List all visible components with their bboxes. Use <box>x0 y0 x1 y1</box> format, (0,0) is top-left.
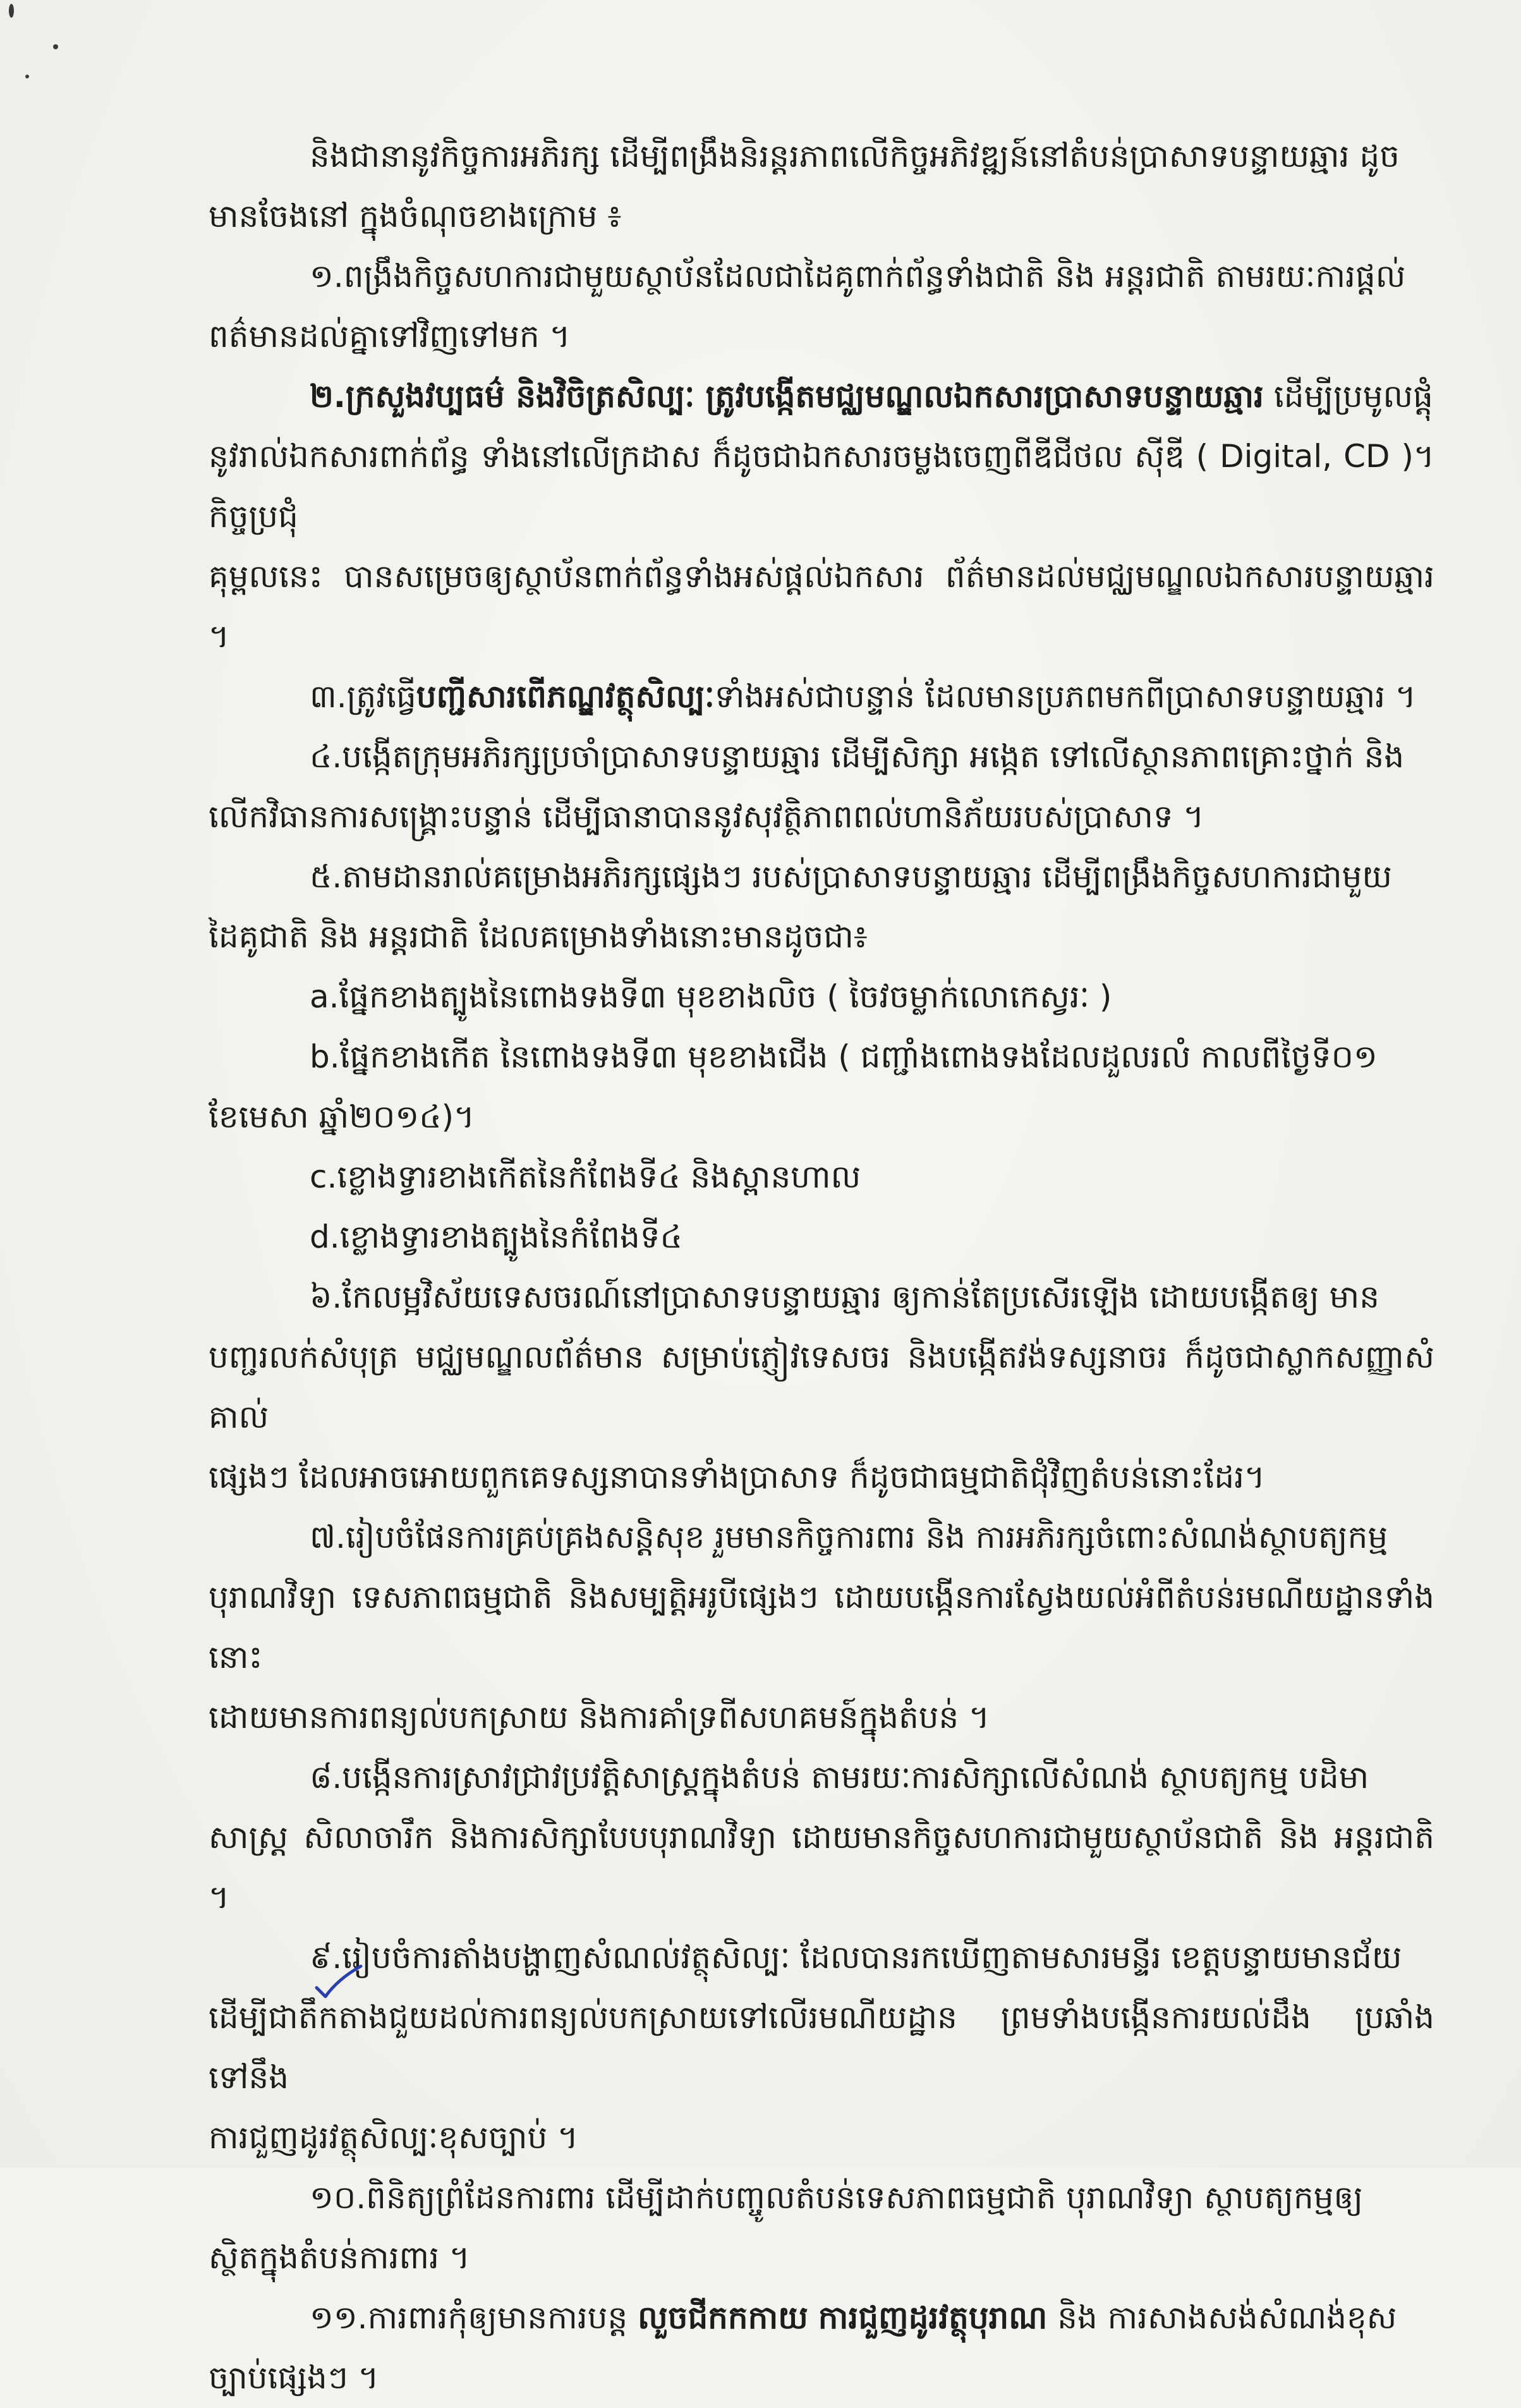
bold-phrase: បញ្ជីសារពើភណ្ឌវត្ថុសិល្បៈ <box>416 678 715 715</box>
text-line: ខែមេសា ឆ្នាំ២០១៤)។ <box>209 1098 475 1135</box>
text-line: ច្បាប់ផ្សេងៗ ។ <box>209 2359 379 2396</box>
text-line: ៥.តាមដានរាល់គម្រោងអភិរក្សផ្សេងៗ របស់ប្រាសាទបន្ទាយឆ្មារ ដើម្បីពង្រឹងកិច្ចសហការជាមួយ <box>310 858 1392 895</box>
item-1 <box>209 246 1434 367</box>
text-line: ៦.កែលម្អវិស័យទេសចរណ៍នៅប្រាសាទបន្ទាយឆ្មារ ឲ្យកាន់តែប្រសើរឡើង ដោយបង្កើតឲ្យ មាន <box>310 1279 1379 1315</box>
text-line: មានចែងនៅ ក្នុងចំណុចខាងក្រោម ៖ <box>209 198 622 234</box>
text-segment: ៣.ត្រូវធ្វើ <box>310 678 416 715</box>
item-2 <box>209 367 1434 667</box>
item-6 <box>209 1267 1434 1507</box>
item-3 <box>209 667 1434 727</box>
text-line: ៩.រៀបចំការតាំងបង្ហាញសំណល់វត្ថុសិល្បៈ ដែលបានរកឃើញតាមសារមន្ទីរ ខេត្តបន្ទាយមានជ័យ <box>310 1939 1402 1976</box>
item-5b <box>209 1027 1434 1147</box>
text-line: ការជួញដូរវត្ថុសិល្បៈខុសច្បាប់ ។ <box>209 2119 579 2156</box>
text-segment: និង ការសាងសង់សំណង់ខុស <box>1047 2299 1397 2336</box>
text-line: c.ខ្លោងទ្វារខាងកើតនៃកំពែងទី៤ និងស្ពានហាល <box>310 1158 861 1195</box>
scan-speck <box>25 75 29 78</box>
text-segment: ទាំងអស់ជាបន្ទាន់ ដែលមានប្រភពមកពីប្រាសាទបន្ទាយឆ្មារ ។ <box>714 678 1416 715</box>
item-5 <box>209 847 1434 967</box>
bold-phrase: លួចជីកកកាយ <box>638 2299 808 2336</box>
text-line: បញ្ជរលក់សំបុត្រ មជ្ឈមណ្ឌលព័ត៌មាន សម្រាប់ភ្ញៀវទេសចរ និងបង្កើតវង់ទស្សនាចរ ក៏ដូចជាស្លាកសញ្ញាសំគាល់ <box>209 1339 1434 1435</box>
text-line: ស្ថិតក្នុងតំបន់ការពារ ។ <box>209 2239 470 2276</box>
item-8 <box>209 1748 1434 1928</box>
text-segment: ១១.ការពារកុំឲ្យមានការបន្ត <box>310 2299 638 2336</box>
text-line: ផ្សេងៗ ដែលអាចអោយពួកគេទស្សនាបានទាំងប្រាសាទ ក៏ដូចជាធម្មជាតិជុំវិញតំបន់នោះដែរ។ <box>209 1459 1265 1495</box>
text-line: ៤.បង្កើតក្រុមអភិរក្សប្រចាំប្រាសាទបន្ទាយឆ្មារ ដើម្បីសិក្សា អង្កេត ទៅលើស្ថានភាពគ្រោះថ្នាក់ និង <box>310 738 1405 775</box>
text-line: ១០.ពិនិត្យព្រំដែនការពារ ដើម្បីដាក់បញ្ចូលតំបន់ទេសភាពធម្មជាតិ បុរាណវិទ្យា ស្ថាបត្យកម្មឲ្យ <box>310 2179 1364 2216</box>
scan-speck <box>9 4 14 18</box>
intro-paragraph <box>209 126 1434 246</box>
text-line: នូវរាល់ឯកសារពាក់ព័ន្ធ ទាំងនៅលើក្រដាស ក៏ដូចជាឯកសារចម្លងចេញពីឌីជីថល ស៊ីឌី ( Digital, CD )។ កិច្ចប្រជុំ <box>209 438 1434 535</box>
bold-phrase: ២.ក្រសួងវប្បធម៌ និងវិចិត្រសិល្បៈ ត្រូវបង្កើតមជ្ឈមណ្ឌលឯកសារប្រាសាទបន្ទាយឆ្មារ <box>310 378 1264 415</box>
check-mark-icon <box>313 1962 363 2000</box>
item-5c <box>209 1147 1434 1207</box>
text-line: ៧.រៀបចំផែនការគ្រប់គ្រងសន្តិសុខ រួមមានកិច្ចការពារ និង ការអភិរក្សចំពោះសំណង់ស្ថាបត្យកម្ម <box>310 1519 1388 1555</box>
text-line: ដោយមានការពន្យល់បកស្រាយ និងការគាំទ្រពីសហគមន៍ក្នុងតំបន់ ។ <box>209 1699 990 1736</box>
text-line: b.ផ្នែកខាងកើត នៃពោងទងទី៣ មុខខាងជើង ( ជញ្ជាំងពោងទងដែលដួលរលំ កាលពីថ្ងៃទី០១ <box>310 1038 1378 1075</box>
item-5d <box>209 1207 1434 1267</box>
text-line: សាស្ត្រ សិលាចារឹក និងការសិក្សាបែបបុរាណវិទ្យា ដោយមានកិច្ចសហការជាមួយស្ថាប័នជាតិ និង អន្តរជាតិ ។ <box>209 1819 1434 1916</box>
text-line: បុរាណវិទ្យា ទេសភាពធម្មជាតិ និងសម្បត្តិអរូបីផ្សេងៗ ដោយបង្កើនការស្វែងយល់អំពីតំបន់រមណីយដ្ឋានទាំងនោះ <box>209 1579 1434 1675</box>
item-4 <box>209 727 1434 847</box>
text-line: ១.ពង្រឹងកិច្ចសហការជាមួយស្ថាប័នដែលជាដៃគូពាក់ព័ន្ធទាំងជាតិ និង អន្តរជាតិ តាមរយៈការផ្តល់ <box>310 258 1406 295</box>
text-line: គុម្ពលនេះ បានសម្រេចឲ្យស្ថាប័នពាក់ព័ន្ធទាំងអស់ផ្តល់ឯកសារ ព័ត៌មានដល់មជ្ឈមណ្ឌលឯកសារបន្ទាយឆ្មារ ។ <box>209 558 1434 655</box>
text-line: a.ផ្នែកខាងត្បូងនៃពោងទងទី៣ មុខខាងលិច ( ចៃវចម្លាក់លោកេស្វរៈ ) <box>310 978 1112 1015</box>
text-line: និងជានានូវកិច្ចការអភិរក្ស ដើម្បីពង្រឹងនិរន្តរភាពលើកិច្ចអភិវឌ្ឍន៍នៅតំបន់ប្រាសាទបន្ទាយឆ្មារ ដូច <box>310 138 1400 174</box>
item-9 <box>209 1928 1434 2168</box>
item-11 <box>209 2288 1434 2408</box>
text-segment <box>808 2299 818 2336</box>
text-line: ដៃគូជាតិ និង អន្តរជាតិ ដែលគម្រោងទាំងនោះមានដូចជា៖ <box>209 918 868 955</box>
text-line: ៨.បង្កើនការស្រាវជ្រាវប្រវត្តិសាស្ត្រក្នុងតំបន់ តាមរយៈការសិក្សាលើសំណង់ ស្ថាបត្យកម្ម បដិមា <box>310 1759 1369 1796</box>
item-7 <box>209 1507 1434 1748</box>
scan-speck <box>53 44 58 49</box>
text-line: d.ខ្លោងទ្វារខាងត្បូងនៃកំពែងទី៤ <box>310 1219 682 1255</box>
text-line: ដើម្បីជាតឹកតាងជួយដល់ការពន្យល់បកស្រាយទៅលើរមណីយដ្ឋាន ព្រមទាំងបង្កើនការយល់ដឹង ប្រឆាំងទៅនឹង <box>209 1999 1434 2096</box>
text-segment: ដើម្បីប្រមូលផ្តុំ <box>1264 378 1433 415</box>
item-10 <box>209 2168 1434 2288</box>
item-5a <box>209 967 1434 1027</box>
document-body <box>209 126 1434 2408</box>
bold-phrase: ការជួញដូរវត្ថុបុរាណ <box>818 2299 1048 2336</box>
text-line: លើកវិធានការសង្គ្រោះបន្ទាន់ ដើម្បីធានាបាននូវសុវត្ថិភាពពល់ហានិភ័យរបស់ប្រាសាទ ។ <box>209 798 1204 835</box>
text-line: ពត៌មានដល់គ្នាទៅវិញទៅមក ។ <box>209 318 571 355</box>
